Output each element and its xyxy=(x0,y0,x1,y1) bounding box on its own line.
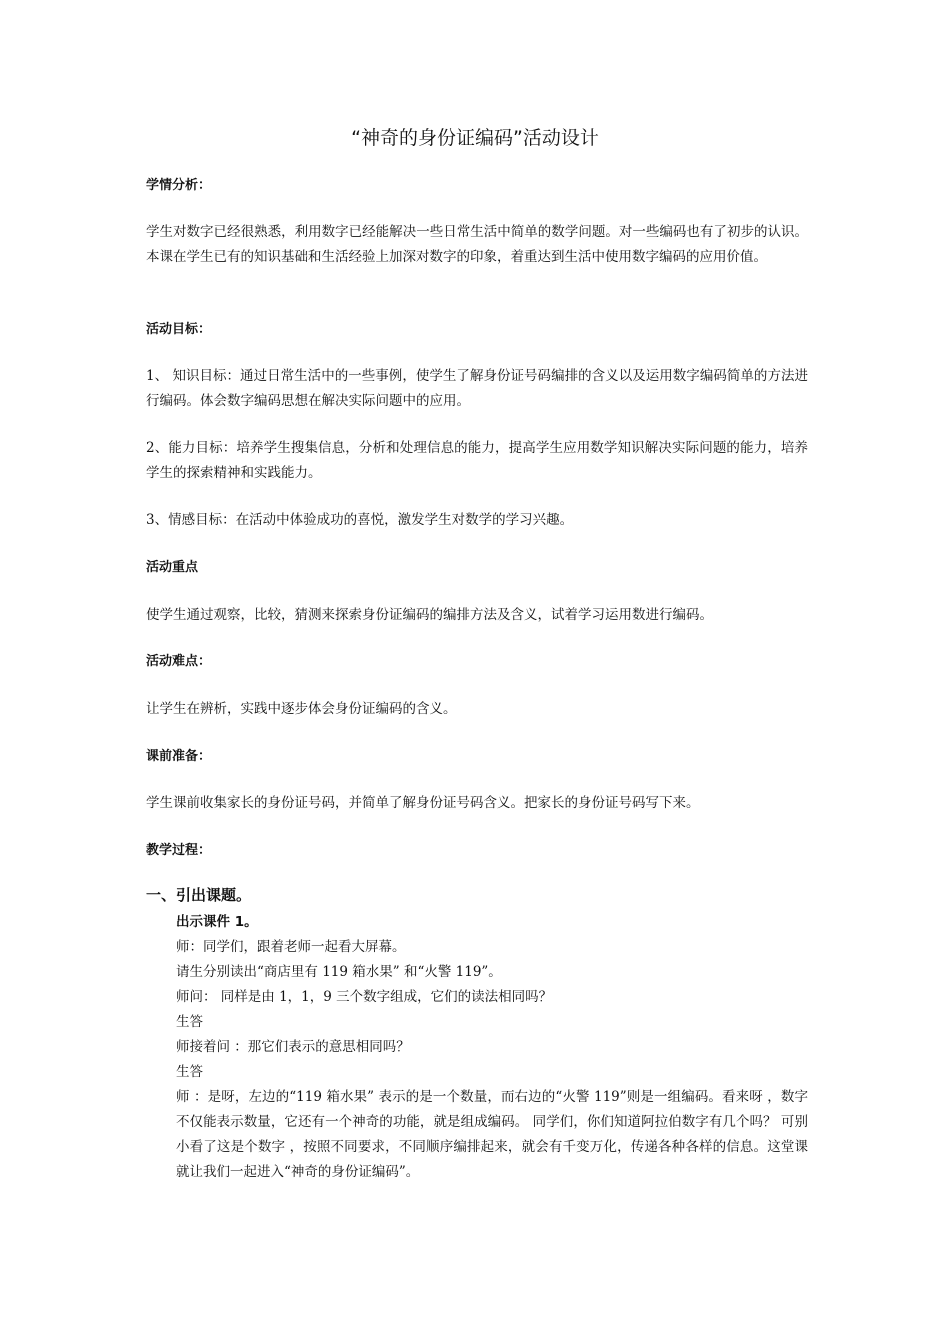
preparation-text: 学生课前收集家长的身份证号码，并简单了解身份证号码含义。把家长的身份证号码写下来。 xyxy=(146,795,700,811)
heading-difficulty: 活动难点： xyxy=(146,654,212,669)
process-line-5: 生答 xyxy=(176,1014,203,1030)
difficulty-text: 让学生在辨析，实践中逐步体会身份证编码的含义。 xyxy=(146,701,457,717)
part1-heading: 一、引出课题。 xyxy=(146,886,252,904)
heading-process: 教学过程： xyxy=(146,843,212,858)
goal-item-2: 2、能力目标：培养学生搜集信息，分析和处理信息的能力，提高学生应用数学知识解决实际问题的能力，培养学生的探索精神和实践能力。 xyxy=(146,440,808,481)
focus-text: 使学生通过观察，比较，猜测来探索身份证编码的编排方法及含义，试着学习运用数进行编码。 xyxy=(146,607,713,623)
goal-item-3: 3、情感目标：在活动中体验成功的喜悦，激发学生对数学的学习兴趣。 xyxy=(146,512,574,528)
goal-item-1: 1、 知识目标：通过日常生活中的一些事例，使学生了解身份证号码编排的含义以及运用数字编码简单的方法进行编码。体会数字编码思想在解决实际问题中的应用。 xyxy=(146,368,808,409)
heading-goals: 活动目标： xyxy=(146,322,212,337)
analysis-text: 学生对数字已经很熟悉，利用数字已经能解决一些日常生活中简单的数学问题。对一些编码也有了初步的认识。本课在学生已有的知识基础和生活经验上加深对数字的印象，着重达到生活中使用数字编码的应用价值。 xyxy=(146,224,808,265)
process-line-8: 师 ：是呀，左边的“119 箱水果” 表示的是一个数量，而右边的“火警 119”则是一组编码。看来呀 ，数字不仅能表示数量，它还有一个神奇的功能，就是组成编码。 同学们，你们知道阿拉伯数字有几个吗？ 可别小看了这是个数字 ，按照不同要求，不同顺序编排起来，就会有千变万化，传递各种各样的信息。这堂课就让我们一起进入“神奇的身份证编码”。 xyxy=(176,1089,808,1180)
process-line-3: 请生分别读出“商店里有 119 箱水果” 和“火警 119”。 xyxy=(176,964,502,980)
process-line-2: 师：同学们，跟着老师一起看大屏幕。 xyxy=(176,939,406,955)
document-title: “神奇的身份证编码”活动设计 xyxy=(351,127,599,149)
heading-preparation: 课前准备： xyxy=(146,749,212,764)
heading-focus: 活动重点 xyxy=(146,560,199,575)
process-line-1: 出示课件 1。 xyxy=(176,914,258,930)
process-line-7: 生答 xyxy=(176,1064,203,1080)
heading-analysis: 学情分析： xyxy=(146,178,212,193)
process-line-4: 师问： 同样是由 1，1，9 三个数字组成，它们的读法相同吗？ xyxy=(176,989,553,1005)
process-line-6: 师接着问 ：那它们表示的意思相同吗？ xyxy=(176,1039,410,1055)
